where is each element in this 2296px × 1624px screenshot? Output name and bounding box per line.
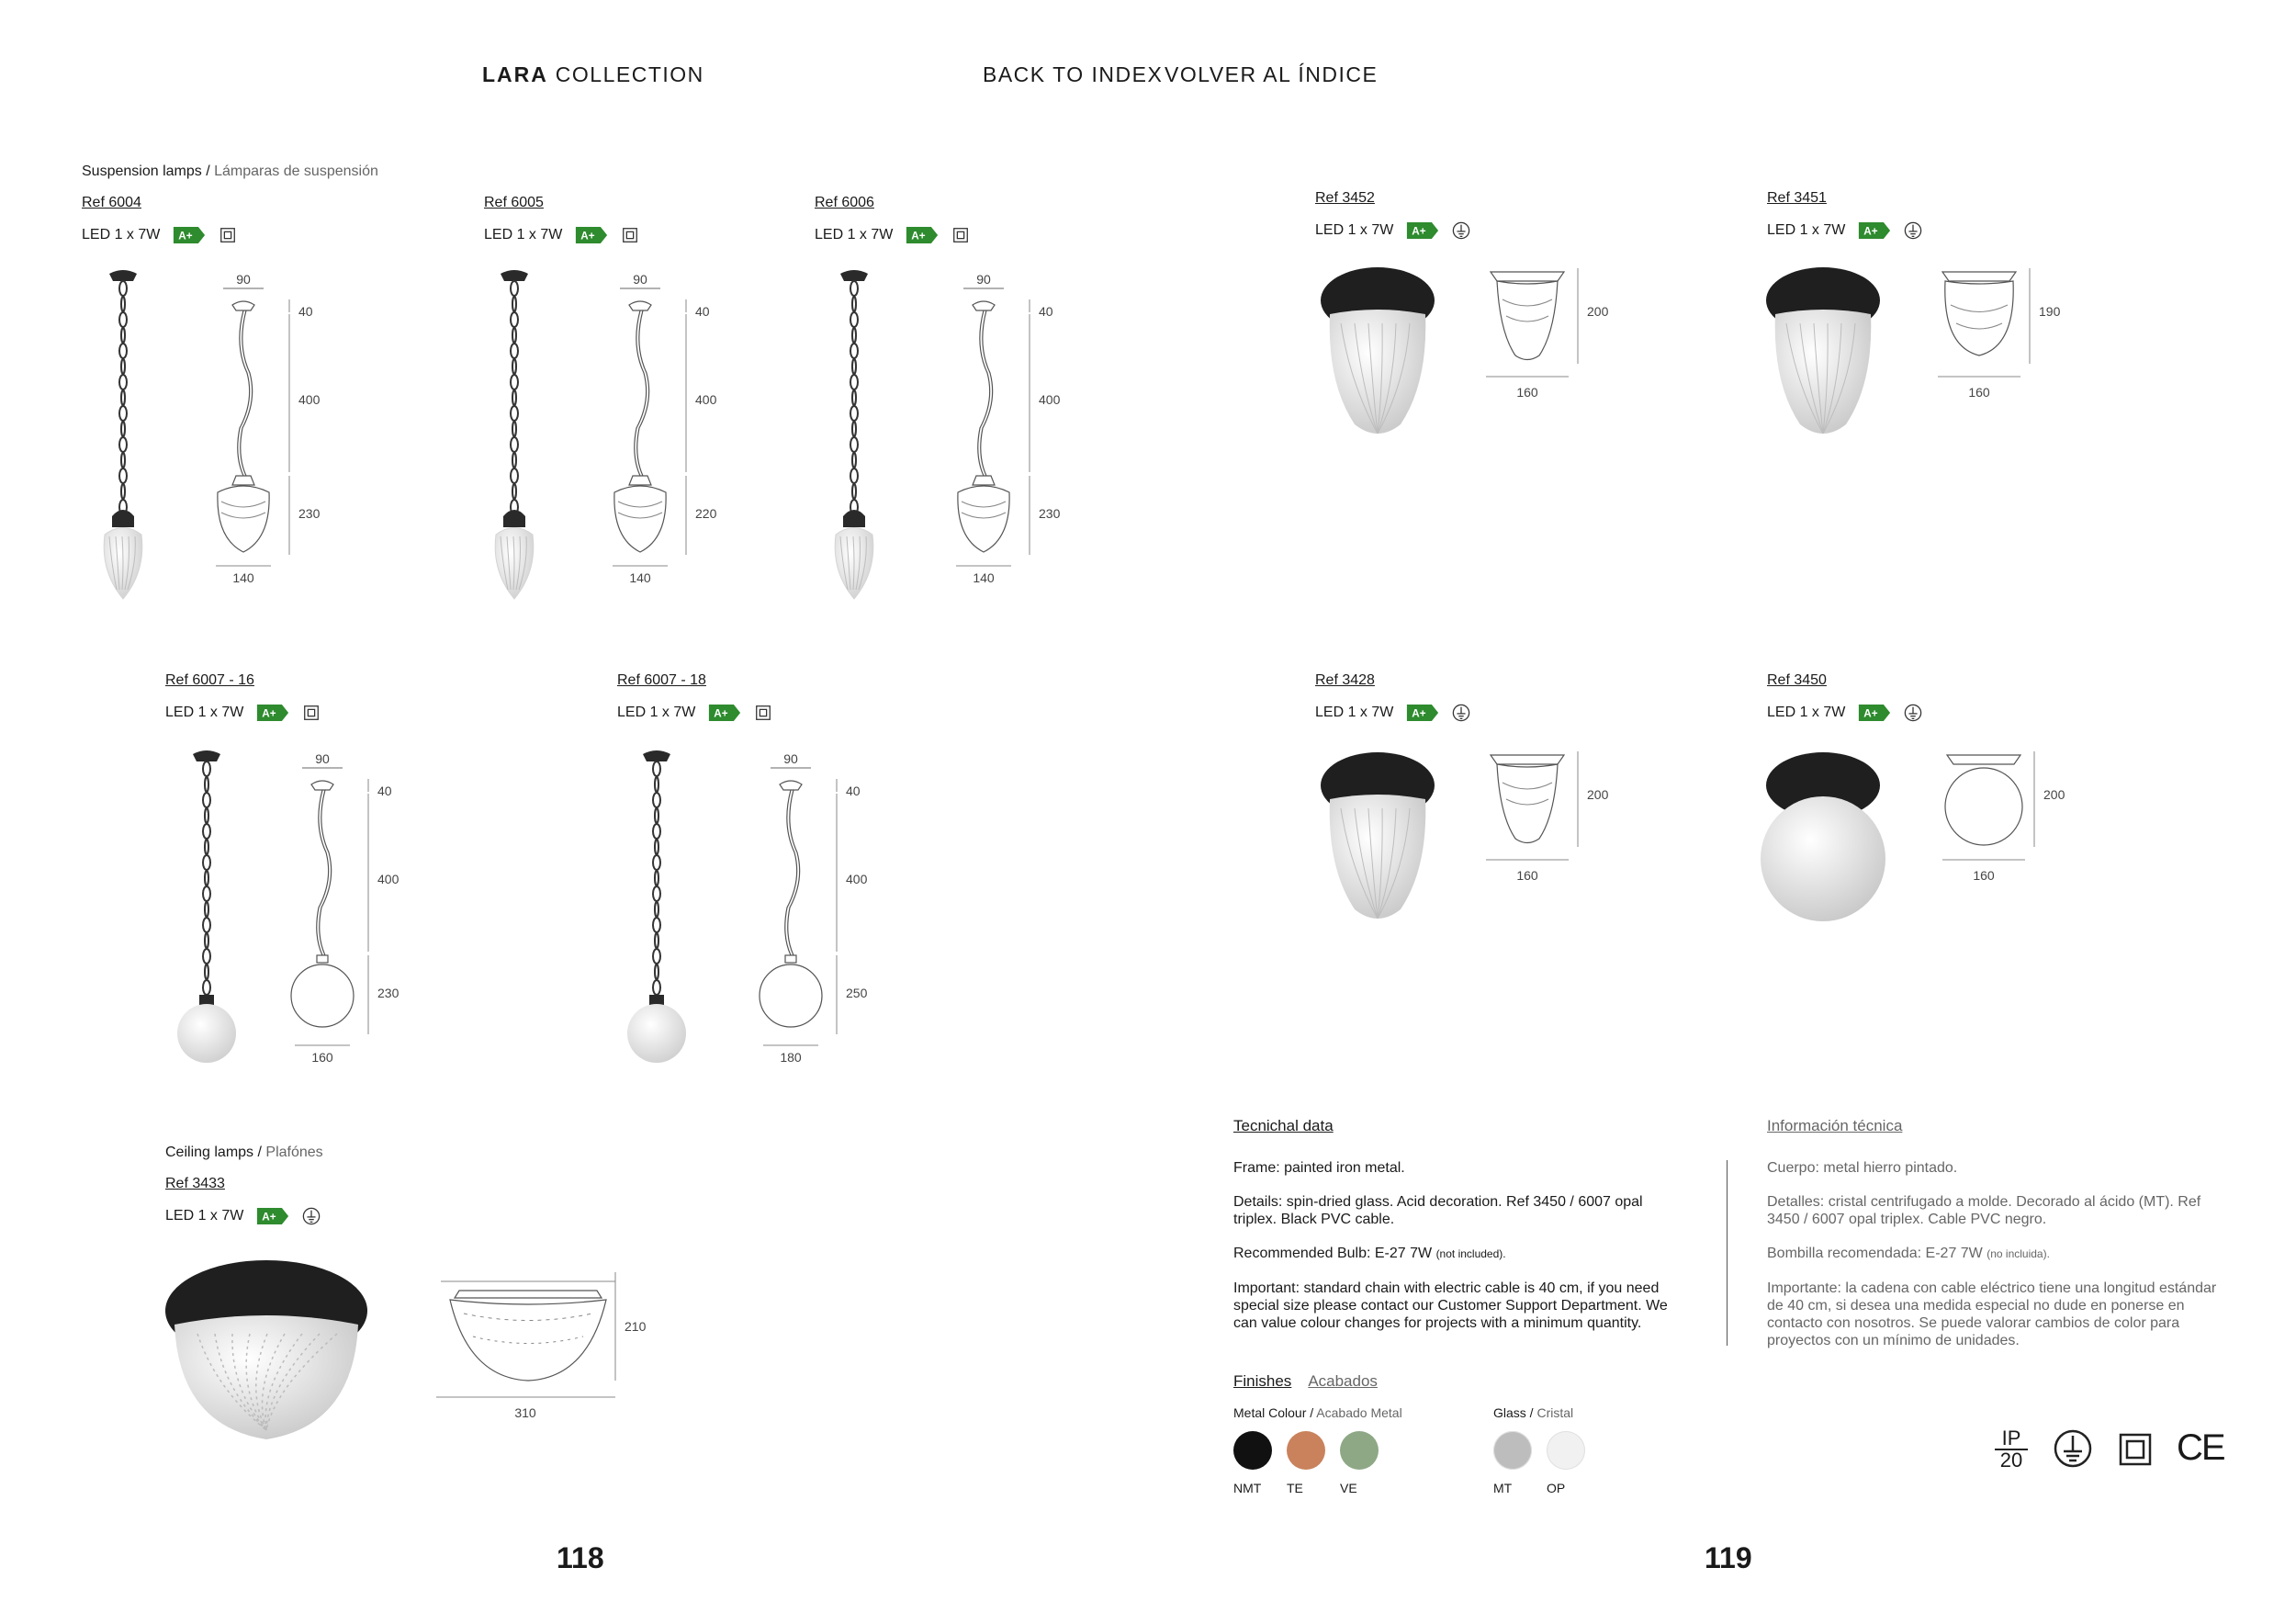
led-spec-label: LED 1 x 7W	[1315, 222, 1394, 238]
class2-icon	[951, 226, 970, 244]
lamp-dimension-drawing	[759, 751, 906, 1064]
tech-important-en: Important: standard chain with electric cable is 40 cm, if you need special size please contact our Customer Support Department. We can value colour changes for projects with a minimum quantity.	[1233, 1280, 1668, 1331]
tech-details-en: Details: spin-dried glass. Acid decoration. Ref 3450 / 6007 opal triplex. Black PVC cable.	[1233, 1194, 1643, 1227]
back-to-index-link[interactable]: BACK TO INDEX	[983, 62, 1164, 86]
product-ref-ref-3450[interactable]: Ref 3450	[1767, 672, 1827, 688]
dimension-diameter: 160	[311, 1050, 333, 1065]
product-spec-row	[484, 226, 639, 244]
energy-class-icon	[1406, 705, 1439, 721]
swatch-label: TE	[1287, 1481, 1303, 1495]
dimension-chain-length: 400	[298, 392, 321, 407]
product-ref-ref-3451[interactable]: Ref 3451	[1767, 190, 1827, 206]
class2-icon	[219, 226, 237, 244]
led-spec-label: LED 1 x 7W	[165, 1208, 244, 1224]
dimension-shade-height: 230	[1039, 506, 1061, 521]
energy-class-label: A+	[1863, 225, 1878, 238]
swatch-op[interactable]	[1547, 1431, 1585, 1470]
dimension-chain-length: 400	[695, 392, 717, 407]
dimension-canopy-height: 40	[377, 784, 392, 798]
energy-class-icon	[906, 227, 939, 243]
product-ref-ref-3428[interactable]: Ref 3428	[1315, 672, 1375, 688]
lamp-photo	[813, 268, 895, 617]
ip20-icon: IP 20	[1995, 1428, 2028, 1471]
dimension-height: 190	[2039, 304, 2061, 319]
tech-block-es	[1767, 1159, 2226, 1366]
product-spec-row	[82, 226, 237, 244]
energy-class-icon	[173, 227, 206, 243]
led-spec-label: LED 1 x 7W	[1767, 705, 1846, 720]
product-ref-ref-6006[interactable]: Ref 6006	[815, 195, 874, 210]
earth-ground-icon	[302, 1207, 321, 1225]
energy-class-label: A+	[262, 1211, 276, 1224]
earth-ground-icon	[1904, 221, 1922, 240]
energy-class-label: A+	[1412, 707, 1426, 720]
energy-class-label: A+	[262, 707, 276, 720]
dimension-diameter: 160	[1973, 868, 1995, 883]
product-spec-row	[1315, 221, 1470, 240]
dimension-chain-length: 400	[846, 872, 868, 886]
lamp-photo	[1313, 749, 1442, 932]
tech-details-es: Detalles: cristal centrifugado a molde. Decorado al ácido (MT). Ref 3450 / 6007 opal triplex. Cable PVC negro.	[1767, 1194, 2201, 1227]
earth-ground-icon	[1452, 704, 1470, 722]
dimension-diameter: 140	[629, 570, 651, 585]
lamp-photo	[1313, 264, 1442, 447]
led-spec-label: LED 1 x 7W	[165, 705, 244, 720]
product-ref-ref-6005[interactable]: Ref 6005	[484, 195, 544, 210]
lamp-dimension-drawing	[951, 272, 1098, 584]
lamp-photo	[473, 268, 556, 617]
tech-frame-en: Frame: painted iron metal.	[1233, 1160, 1405, 1176]
product-ref-ref-3452[interactable]: Ref 3452	[1315, 190, 1375, 206]
finishes-tabs	[1233, 1372, 1378, 1391]
energy-class-icon	[1406, 222, 1439, 239]
dimension-canopy-height: 40	[298, 304, 313, 319]
volver-al-indice-link[interactable]: VOLVER AL ÍNDICE	[1165, 62, 1379, 86]
product-ref-ref-6007-18[interactable]: Ref 6007 - 18	[617, 672, 706, 688]
dimension-diameter: 140	[232, 570, 254, 585]
section-title-ceiling: Ceiling lamps / Plafónes	[165, 1145, 323, 1160]
energy-class-icon	[256, 705, 289, 721]
energy-class-label: A+	[580, 230, 595, 242]
swatch-label: NMT	[1233, 1481, 1262, 1495]
swatch-nmt[interactable]	[1233, 1431, 1272, 1470]
section-title-suspension: Suspension lamps / Lámparas de suspensión	[82, 164, 378, 179]
energy-class-label: A+	[1863, 707, 1878, 720]
product-spec-row	[1767, 221, 1922, 240]
product-spec-row	[165, 1207, 321, 1225]
lamp-photo	[615, 749, 698, 1098]
class2-icon	[754, 704, 772, 722]
led-spec-label: LED 1 x 7W	[1315, 705, 1394, 720]
lamp-photo	[82, 268, 164, 617]
dimension-shade-height: 250	[846, 986, 868, 1000]
tech-title-es[interactable]: Información técnica	[1767, 1117, 1903, 1134]
lamp-dimension-drawing	[1933, 751, 2080, 908]
energy-class-icon	[708, 705, 741, 721]
class2-icon	[302, 704, 321, 722]
dimension-height: 210	[625, 1319, 647, 1334]
class2-double-insulation-icon	[2120, 1434, 2151, 1465]
product-ref-ref-6004[interactable]: Ref 6004	[82, 195, 141, 210]
dimension-canopy-height: 40	[1039, 304, 1053, 319]
collection-title: LARA COLLECTION	[482, 62, 704, 86]
product-spec-row	[165, 704, 321, 722]
tech-bulb-en: Recommended Bulb: E-27 7W (not included).	[1233, 1246, 1506, 1261]
led-spec-label: LED 1 x 7W	[1767, 222, 1846, 238]
lamp-dimension-drawing	[290, 751, 437, 1064]
dimension-chain-length: 400	[1039, 392, 1061, 407]
dimension-chain-length: 400	[377, 872, 400, 886]
dimension-height: 200	[1587, 787, 1609, 802]
energy-class-label: A+	[714, 707, 728, 720]
swatch-label: VE	[1340, 1481, 1357, 1495]
dimension-shade-height: 230	[377, 986, 400, 1000]
dimension-shade-height: 230	[298, 506, 321, 521]
swatch-label: MT	[1493, 1481, 1513, 1495]
lamp-photo	[165, 749, 248, 1098]
lamp-photo	[161, 1251, 372, 1453]
dimension-top-width: 90	[315, 751, 330, 766]
swatch-te[interactable]	[1287, 1431, 1325, 1470]
dimension-diameter: 310	[514, 1405, 536, 1420]
dimension-canopy-height: 40	[695, 304, 710, 319]
lamp-photo	[1759, 749, 1887, 932]
swatch-label: OP	[1547, 1481, 1566, 1495]
earth-ground-icon	[2054, 1429, 2092, 1468]
led-spec-label: LED 1 x 7W	[484, 227, 563, 242]
product-spec-row	[1767, 704, 1922, 722]
led-spec-label: LED 1 x 7W	[82, 227, 161, 242]
dimension-top-width: 90	[236, 272, 251, 287]
tab-acabados[interactable]: Acabados	[1308, 1372, 1378, 1390]
dimension-diameter: 140	[973, 570, 995, 585]
energy-class-icon	[575, 227, 608, 243]
dimension-top-width: 90	[976, 272, 991, 287]
product-spec-row	[815, 226, 970, 244]
lamp-photo	[1759, 264, 1887, 447]
ce-mark-icon: CE	[2177, 1427, 2224, 1468]
class2-icon	[621, 226, 639, 244]
tech-title-en[interactable]: Tecnichal data	[1233, 1117, 1334, 1134]
earth-ground-icon	[1452, 221, 1470, 240]
led-spec-label: LED 1 x 7W	[617, 705, 696, 720]
lamp-dimension-drawing	[211, 272, 358, 584]
energy-class-icon	[1858, 222, 1891, 239]
product-spec-row	[617, 704, 772, 722]
swatch-mt[interactable]	[1493, 1431, 1532, 1470]
earth-ground-icon	[1904, 704, 1922, 722]
lamp-dimension-drawing	[608, 272, 755, 584]
product-ref-ref-3433[interactable]: Ref 3433	[165, 1176, 225, 1191]
dimension-height: 200	[2043, 787, 2065, 802]
page-number-left: 118	[557, 1541, 604, 1574]
energy-class-label: A+	[1412, 225, 1426, 238]
tech-important-es: Importante: la cadena con cable eléctrico tiene una longitud estándar de 40 cm, si desea una medida especial no dude en ponerse en contacto con nosotros. Se puede valorar cambios de color para proyectos con un mínimo de unidades.	[1767, 1280, 2217, 1348]
energy-class-icon	[256, 1208, 289, 1224]
dimension-canopy-height: 40	[846, 784, 861, 798]
metal-colour-label: Metal Colour / Acabado Metal	[1233, 1405, 1402, 1420]
tech-bulb-es: Bombilla recomendada: E-27 7W (no incluida).	[1767, 1246, 2050, 1261]
lamp-dimension-drawing	[432, 1272, 670, 1438]
swatch-ve[interactable]	[1340, 1431, 1379, 1470]
energy-class-icon	[1858, 705, 1891, 721]
dimension-top-width: 90	[633, 272, 647, 287]
dimension-diameter: 160	[1968, 385, 1990, 400]
led-spec-label: LED 1 x 7W	[815, 227, 894, 242]
dimension-diameter: 160	[1516, 868, 1538, 883]
tech-block-en	[1233, 1159, 1683, 1348]
dimension-height: 200	[1587, 304, 1609, 319]
dimension-shade-height: 220	[695, 506, 717, 521]
glass-label: Glass / Cristal	[1493, 1405, 1574, 1420]
energy-class-label: A+	[178, 230, 193, 242]
tab-finishes[interactable]: Finishes	[1233, 1372, 1292, 1390]
page-number-right: 119	[1705, 1541, 1752, 1574]
lamp-dimension-drawing	[1477, 268, 1624, 424]
dimension-top-width: 90	[783, 751, 798, 766]
energy-class-label: A+	[911, 230, 926, 242]
lamp-dimension-drawing	[1477, 751, 1624, 908]
tech-frame-es: Cuerpo: metal hierro pintado.	[1767, 1160, 1958, 1176]
dimension-diameter: 160	[1516, 385, 1538, 400]
lamp-dimension-drawing	[1929, 268, 2076, 424]
product-ref-ref-6007-16[interactable]: Ref 6007 - 16	[165, 672, 254, 688]
tech-divider	[1727, 1160, 1728, 1346]
product-spec-row	[1315, 704, 1470, 722]
dimension-diameter: 180	[780, 1050, 802, 1065]
